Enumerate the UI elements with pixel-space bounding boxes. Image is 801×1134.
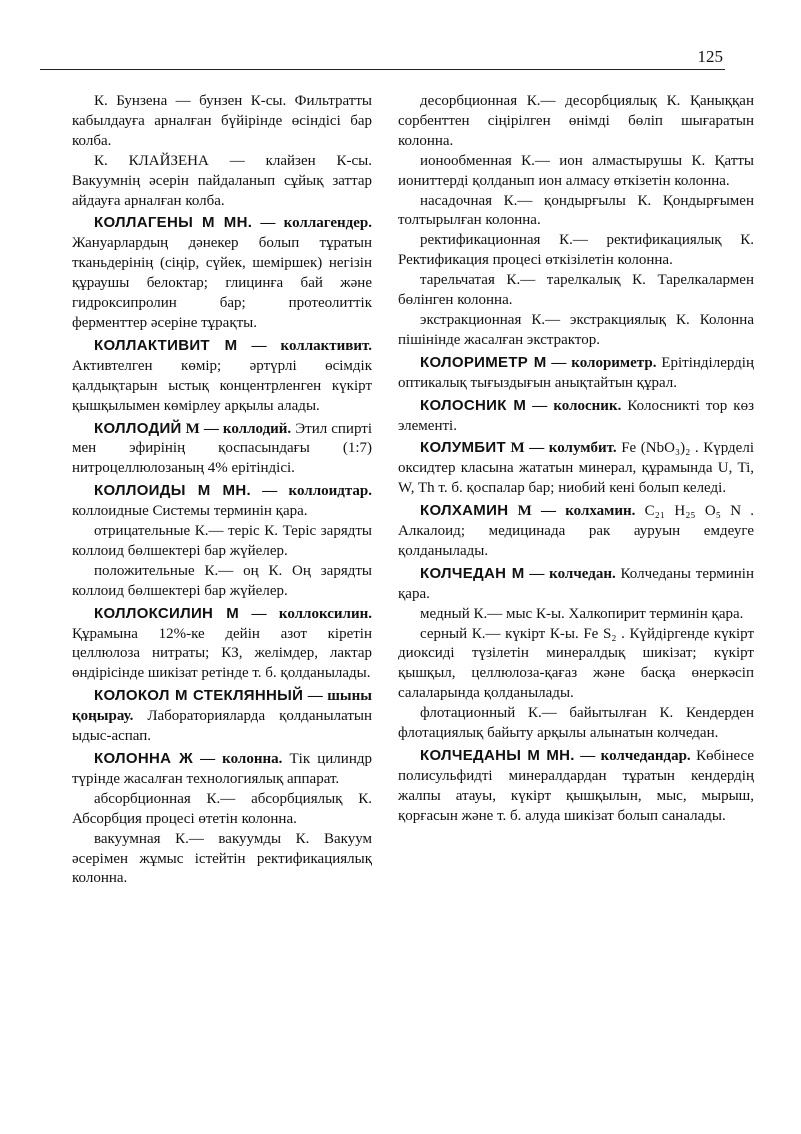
entry-translation: — коллактивит. — [251, 337, 372, 354]
entry-translation: — колориметр. — [551, 354, 657, 371]
sub-entry: абсорбционная К.— абсорбциялық К. Абсорбция процесі өтетін колонна. — [72, 790, 372, 827]
entry-definition: Колосникті тор көз элементі. — [398, 397, 755, 434]
entry-headword: КОЛОРИМЕТР М — [420, 353, 547, 371]
entry-headword: КОЛЧЕДАНЫ М МН. — [420, 747, 575, 764]
entry-headword: КОЛЛАГЕНЫ М МН. — [94, 214, 253, 232]
entry-headword: КОЛЛАКТИВИТ М — [94, 336, 238, 354]
entry-translation: — колчедан. — [529, 565, 616, 582]
entry-definition: Лабораторияларда қолданылатын ыдыс-аспап. — [72, 708, 372, 745]
header-rule — [40, 69, 725, 70]
entry-definition: C₂₁ H₂₅ O₅ N . Алкалоид; медицинада рак ауруын емдеуге қолданылады. — [398, 503, 755, 559]
entry-headword: КОЛЛОДИЙ — [94, 419, 182, 437]
entry-translation: М — колхамин. — [517, 503, 636, 520]
dictionary-entry — [398, 438, 754, 499]
dictionary-entry — [398, 746, 754, 827]
sub-entry: положительные К.— оң К. Оң зарядты коллоид бөлшектері бар жүйелер. — [72, 562, 372, 599]
dictionary-entry — [398, 501, 754, 562]
sub-entry: флотационный К.— байытылған К. Кендерден флотациялық байыту арқылы алынатын колчедан. — [398, 705, 754, 742]
sub-entry: десорбционная К.— десорбциялық К. Қаныққан сорбенттен сіңірілген өнімді бөліп шығаратын колонна. — [398, 93, 754, 149]
dictionary-entry — [72, 481, 372, 522]
sub-entry: серный К.— күкірт К-ы. Fe S₂ . Күйдіргенде күкірт диоксиді түзілетін минералдық шикізат; күкірт қышқыл, целлюлоза-қағаз және басқа өнеркәсіп салаларында қолданылады. — [398, 625, 754, 702]
entry-translation: М — колумбит. — [510, 440, 617, 457]
entry-definition: Құрамына 12%-ке дейін азот кіретін целлюлоза нитраты; КЗ, желімдер, лактар өндірісінде шикізат ретінде т. б. қолданылады. — [72, 625, 372, 682]
sub-entry: К. Бунзена — бунзен К-сы. Фильтратты кабылдауға арналған бүйірінде өсіндісі бар колба. — [72, 93, 372, 149]
entry-translation: — шыны қоңырау. — [72, 688, 373, 725]
left-column — [72, 92, 372, 889]
sub-entry: вакуумная К.— вакуумды К. Вакуум әсерімен жұмыс істейтін ректификациялық колонна. — [72, 830, 372, 887]
page-number: 125 — [697, 47, 723, 66]
entry-headword: КОЛОННА Ж — [94, 750, 193, 767]
entry-translation: — коллагендер. — [260, 215, 372, 232]
entry-headword: КОЛОКОЛ М СТЕКЛЯННЫЙ — [94, 687, 304, 705]
dictionary-entry — [398, 353, 754, 394]
sub-entry: медный К.— мыс К-ы. Халкопирит терминін қара. — [420, 605, 744, 622]
entry-translation: — коллоидтар. — [262, 483, 372, 500]
entry-definition: Активтелген көмір; әртүрлі өсімдік қалдықтарын ыстық концентрленген күкірт қышқылымен көмірлеу арқылы алады. — [72, 357, 372, 414]
entry-headword: КОЛЛОИДЫ М МН. — [94, 482, 251, 500]
dictionary-entry — [398, 396, 754, 437]
entry-definition: Колчеданы терминін қара. — [398, 565, 754, 602]
sub-entry: тарельчатая К.— тарелкалық К. Тарелкалармен бөлінген колонна. — [398, 272, 754, 309]
entry-definition: Этил спирті мен эфирінің қоспасындағы (1:7) нитроцеллюлозаның 4% ерітіндісі. — [72, 420, 372, 477]
entry-headword: КОЛОСНИК М — [420, 396, 527, 414]
entry-definition: Жануарлардың дәнекер болып тұратын тканьдерінің (сіңір, сүйек, шеміршек) негізін құраушы белоктар; глицинға бай және гидроксипролин бар; протеолиттік ферменттер әсеріне тұрақты. — [72, 235, 372, 331]
entry-headword: КОЛЧЕДАН М — [420, 564, 525, 582]
entry-definition: Ерітінділердің оптикалық тығыздығын анықтайтын құрал. — [398, 354, 754, 391]
entry-headword: КОЛУМБИТ — [420, 439, 506, 457]
dictionary-entry — [72, 419, 372, 480]
sub-entry: К. КЛАЙЗЕНА — клайзен К-сы. Вакуумнің әсерін пайдаланып сұйық заттар айдауға арналған колба. — [72, 152, 372, 209]
entry-translation: — колонна. — [200, 751, 283, 767]
entry-definition: Fe (NbO₃)₂ . Күрделі оксидтер класына жататын минерал, құрамында U, Ti, W, Th т. б. қоспалар бар; ниобий кені болып келеді. — [398, 440, 754, 497]
dictionary-entry — [72, 604, 372, 685]
sub-entry: экстракционная К.— экстракциялық К. Колонна пішінінде жасалған экстрактор. — [398, 311, 754, 348]
entry-translation: М — коллодий. — [185, 420, 292, 437]
entry-translation: — коллоксилин. — [251, 605, 372, 622]
entry-translation: — колчедандар. — [580, 748, 691, 764]
entry-translation: — колосник. — [532, 397, 622, 414]
entry-definition: Көбінесе полисульфидті минералдардан тұратын кендердің жалпы атауы, күкірт қышқылын, мыс, мырыш, қорғасын және т. б. алуда шикізат болып саналады. — [398, 748, 754, 824]
dictionary-entry — [72, 686, 372, 747]
sub-entry: отрицательные К.— теріс К. Теріс зарядты коллоид бөлшектері бар жүйелер. — [72, 523, 372, 559]
sub-entry: насадочная К.— қондырғылы К. Қондырғымен толтырылған колонна. — [398, 192, 754, 229]
sub-entry: ионообменная К.— ион алмастырушы К. Қатты иониттерді қолданып ион алмасу өткізетін колонна. — [398, 152, 754, 189]
dictionary-entry — [72, 749, 372, 790]
right-column — [398, 92, 754, 827]
sub-entry: ректификационная К.— ректификациялық К. Ректификация процесі өткізілетін колонна. — [398, 232, 754, 269]
entry-headword: КОЛЛОКСИЛИН М — [94, 604, 240, 622]
dictionary-entry — [398, 564, 754, 605]
entry-definition: коллоидные Системы терминін қара. — [72, 503, 308, 520]
dictionary-entry — [72, 336, 372, 417]
dictionary-entry — [72, 213, 372, 333]
entry-definition: Тік цилиндр түрінде жасалған технологиялық аппарат. — [72, 751, 372, 787]
entry-headword: КОЛХАМИН — [420, 502, 509, 520]
